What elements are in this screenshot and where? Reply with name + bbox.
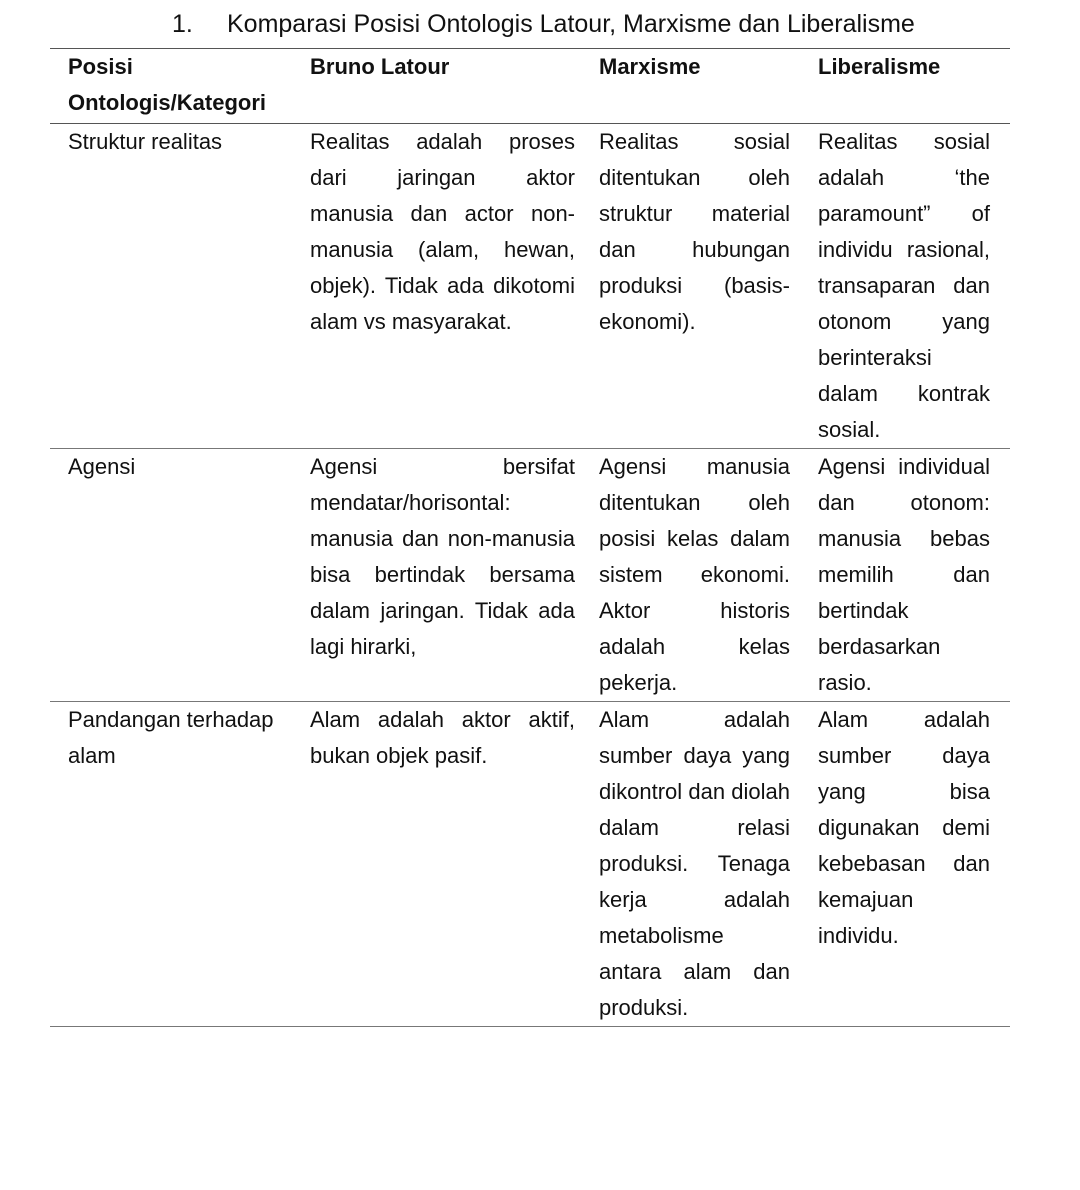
table-row [50, 702, 1010, 1027]
comparison-table [50, 48, 1010, 1027]
cell-marxisme: Alam adalah sumber daya yang dikontrol dan diolah dalam relasi produksi. Tenaga kerja adalah metabolisme antara alam dan produksi. [599, 707, 790, 1020]
cell-latour: Realitas adalah proses dari jaringan aktor manusia dan actor non-manusia (alam, hewan, objek). Tidak ada dikotomi alam vs masyarakat. [310, 129, 575, 334]
cell-marxisme: Realitas sosial ditentukan oleh struktur material dan hubungan produksi (basis-ekonomi). [599, 129, 790, 334]
cell-latour: Alam adalah aktor aktif, bukan objek pasif. [310, 707, 575, 768]
cell-liberalisme: Agensi individual dan otonom: manusia bebas memilih dan bertindak berdasarkan rasio. [818, 454, 990, 695]
cell-marxisme: Agensi manusia ditentukan oleh posisi kelas dalam sistem ekonomi. Aktor historis adalah kelas pekerja. [599, 454, 790, 695]
cell-liberalisme: Realitas sosial adalah ‘the paramount” of individu rasional, transaparan dan otonom yang berinteraksi dalam kontrak sosial. [818, 129, 990, 442]
header-latour: Bruno Latour [310, 54, 450, 79]
header-marxisme: Marxisme [599, 54, 701, 79]
header-liberalisme: Liberalisme [818, 54, 941, 79]
title-text: Komparasi Posisi Ontologis Latour, Marxisme dan Liberalisme [227, 10, 915, 38]
cell-liberalisme: Alam adalah sumber daya yang bisa digunakan demi kebebasan dan kemajuan individu. [818, 707, 990, 948]
table-row [50, 449, 1010, 702]
table-row [50, 124, 1010, 449]
row-category: Struktur realitas [68, 129, 223, 154]
table-header-row [50, 49, 1010, 124]
row-category: Pandangan terhadap alam [68, 707, 274, 768]
document-title [172, 8, 915, 40]
cell-latour: Agensi bersifat mendatar/horisontal: manusia dan non-manusia bisa bertindak bersama dalam jaringan. Tidak ada lagi hirarki, [310, 454, 575, 659]
header-category: Posisi Ontologis/Kategori [68, 54, 266, 115]
title-number: 1. [172, 10, 193, 38]
row-category: Agensi [68, 454, 136, 479]
